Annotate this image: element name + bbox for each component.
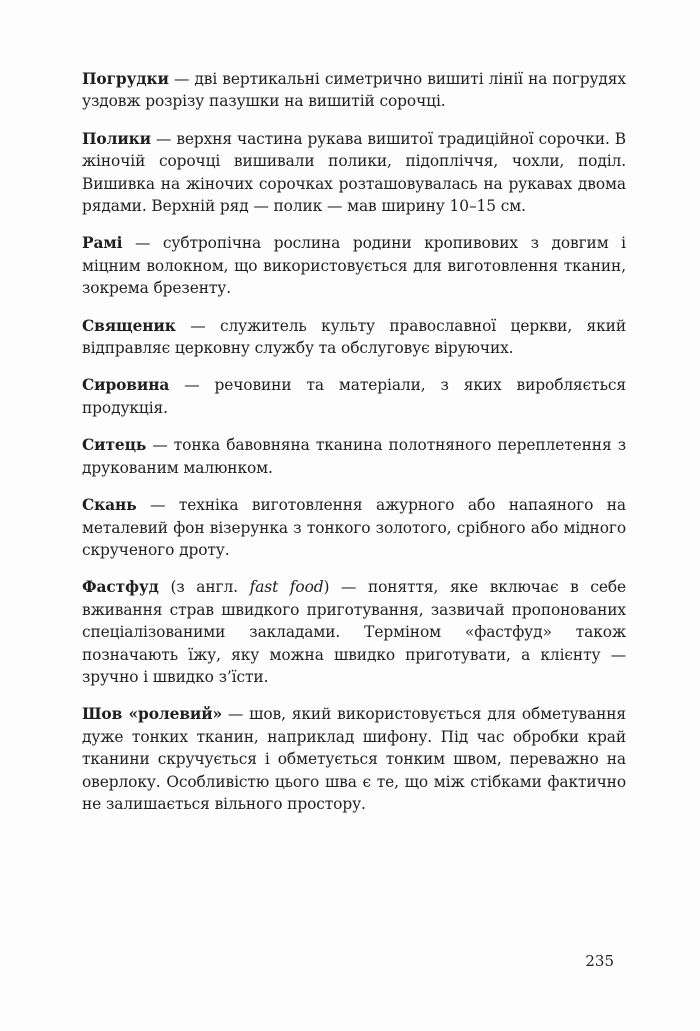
glossary-etymology-term: fast food — [249, 578, 324, 597]
glossary-term: Ситець — [82, 436, 147, 455]
glossary-entry-polyky — [82, 128, 626, 218]
glossary-term: Рамі — [82, 234, 123, 253]
glossary-content — [82, 68, 626, 830]
glossary-term: Скань — [82, 496, 137, 515]
page-number: 235 — [585, 952, 614, 970]
glossary-term: Священик — [82, 316, 176, 335]
glossary-term: Погрудки — [82, 70, 169, 88]
glossary-term: Фастфуд — [82, 578, 159, 597]
glossary-definition: — верхня частина рукава вишитої традиційної сорочки. В жіночій сорочці вишивали полики, підопліччя, чохли, поділ. Вишивка на жіночих сорочках розташовувалась на рукавах двома рядами. Верхній ряд — полик — мав ширину 10–15 см. — [82, 129, 626, 216]
glossary-entry-pogrudky — [82, 68, 626, 113]
glossary-etymology: (з англ. — [170, 578, 238, 597]
glossary-definition: — тонка бавовняна тканина полотняного переплетення з друкованим малюнком. — [82, 436, 626, 477]
glossary-entry-skan — [82, 494, 626, 561]
glossary-definition: ) — поняття, яке включає в себе вживання страв швидкого приготування, зазвичай пропонованих спеціалізованими закладами. Терміном «фастфуд» також позначають їжу, яку можна швидко приготувати, а клієнту — зручно і швидко з’їсти. — [82, 578, 627, 686]
glossary-entry-rami — [82, 232, 626, 299]
glossary-term: Полики — [82, 129, 151, 148]
glossary-definition: — дві вертикальні симетрично вишиті лінії на погрудях уздовж розрізу пазушки на вишитій сорочці. — [82, 70, 626, 111]
glossary-definition: — шов, який використовується для обметування дуже тонких тканин, наприклад шифону. Під час обробки край тканини скручується і обметується тонким швом, переважно на оверлоку. Особливістю цього шва є те, що між стібками фактично не залишається вільного простору. — [82, 705, 627, 813]
glossary-entry-sviashchenyk — [82, 315, 626, 360]
glossary-entry-syrovyna — [82, 374, 626, 419]
glossary-definition: — речовини та матеріали, з яких виробляється продукція. — [82, 376, 626, 417]
glossary-entry-sytets — [82, 434, 626, 479]
glossary-entry-fastfud — [82, 576, 626, 688]
glossary-definition: — субтропічна рослина родини кропивових з довгим і міцним волокном, що використовується для виготовлення тканин, зокрема брезенту. — [82, 234, 626, 298]
glossary-definition: — техніка виготовлення ажурного або напаяного на металевий фон візерунка з тонкого золотого, срібного або мідного скрученого дроту. — [82, 496, 626, 559]
glossary-term: Сировина — [82, 376, 170, 395]
glossary-definition: — служитель культу православної церкви, який відправляє церковну службу та обслуговує віруючих. — [82, 316, 626, 358]
glossary-entry-shov-rolevyi — [82, 703, 626, 815]
glossary-term: Шов «ролевий» — [82, 705, 223, 724]
